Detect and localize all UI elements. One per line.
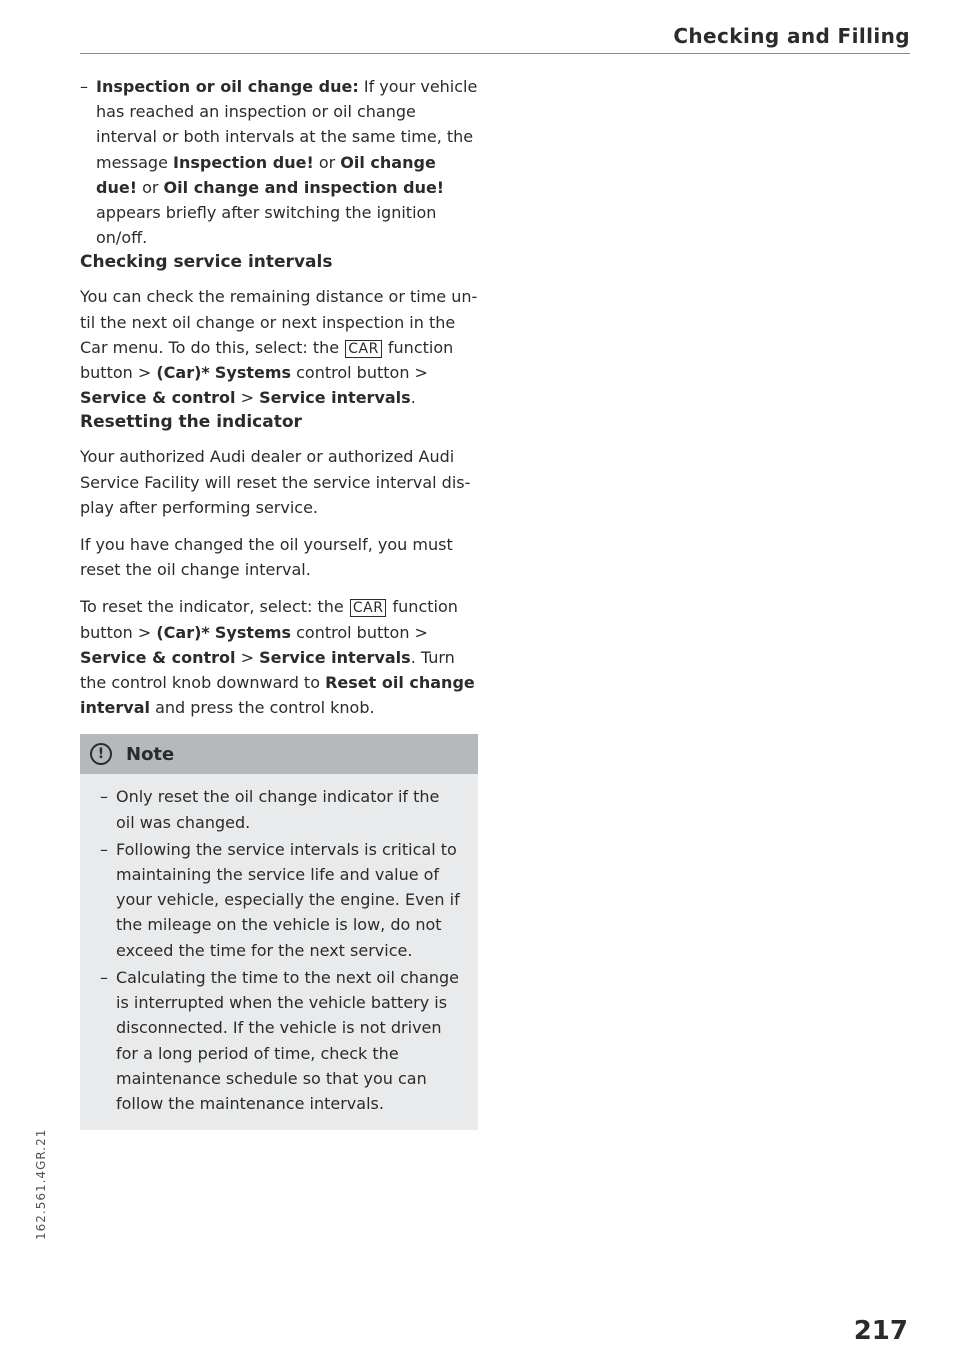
menu-service-control: Service & control [80,647,236,667]
note-title: Note [126,743,175,765]
car-key-label: CAR [350,599,387,617]
note-item [100,784,460,834]
note-item-text: Only reset the oil change indicator if the oil was changed. [116,787,440,832]
exclamation-circle-icon: ! [90,743,112,765]
menu-service-intervals: Service intervals [259,647,411,667]
menu-separator: > [414,363,428,383]
paragraph-reset-dealer: Your authorized Audi dealer or authorized Audi Service Facility will reset the service interval display after performing service. [80,447,471,517]
intro-bullet [80,74,478,250]
main-column [80,74,478,1130]
text-run: function button [80,597,458,642]
text-run: and press the control knob. [149,698,375,718]
text-run: If your vehicle has reached an inspection or oil change interval or both intervals at the same time, the message [96,77,478,172]
text-run: control button [291,622,415,642]
note-header [80,734,478,774]
menu-systems: Systems [214,363,292,383]
menu-service-intervals: Service intervals [259,388,411,408]
note-item [100,965,460,1116]
car-key-label: CAR [345,340,382,358]
bullet-dash: – [100,787,108,807]
text-run: . Turn the control knob downward to [80,647,455,693]
menu-systems: Systems [214,622,292,642]
note-box [80,734,478,1130]
text-run: appears briefly after switching the ignition on/off. [96,203,437,248]
note-item-text: Calculating the time to the next oil change is interrupted when the vehicle battery is disconnected. If the vehicle is not driven for a long period of time, check the maintenance schedule so that you can follow the maintenance intervals. [116,967,459,1113]
note-item [100,837,460,963]
text-run: You can check the remaining distance or time until the next oil change or next inspection in the Car menu. To do this, select: the [80,287,478,357]
paragraph-reset-steps [80,594,478,720]
menu-car: (Car)* [156,363,210,383]
text-run: or [137,177,164,197]
message-oil-and-inspection-due: Oil change and inspection due! [163,177,445,197]
text-run: or [313,152,341,172]
note-item-text: Following the service intervals is critical to maintaining the service life and value of your vehicle, especially the engine. Even if the mileage on the vehicle is low, do not exceed the time for the next service. [116,839,460,960]
bullet-label: Inspection or oil change due: [96,77,359,96]
heading-checking-service-intervals: Checking service intervals [80,252,333,273]
text-run: control button [291,363,415,383]
running-header: Checking and Filling [673,24,910,48]
menu-separator: > [414,622,428,642]
message-inspection-due: Inspection due! [173,152,314,172]
text-run: function button [80,337,454,383]
paragraph-reset-yourself: If you have changed the oil yourself, you must reset the oil change interval. [80,535,453,580]
header-rule [80,53,910,54]
menu-separator: > [137,622,152,642]
menu-reset-oil-change-interval: Reset oil change interval [80,673,475,718]
paragraph-checking [80,284,478,410]
menu-separator: > [240,388,254,408]
bullet-dash: – [100,839,108,859]
text-run: . [410,388,416,408]
menu-car: (Car)* [156,622,210,642]
page-number: 217 [853,1316,908,1346]
bullet-dash: – [100,967,108,987]
heading-resetting-indicator: Resetting the indicator [80,412,302,433]
document-code: 162.561.4GR.21 [34,1128,48,1240]
note-body [80,774,478,1130]
menu-service-control: Service & control [80,388,236,408]
bullet-dash: – [80,77,88,96]
message-oil-change-due: Oil change due! [96,152,436,197]
menu-separator: > [240,647,254,667]
menu-separator: > [137,363,152,383]
text-run: To reset the indicator, select: the [80,597,349,617]
